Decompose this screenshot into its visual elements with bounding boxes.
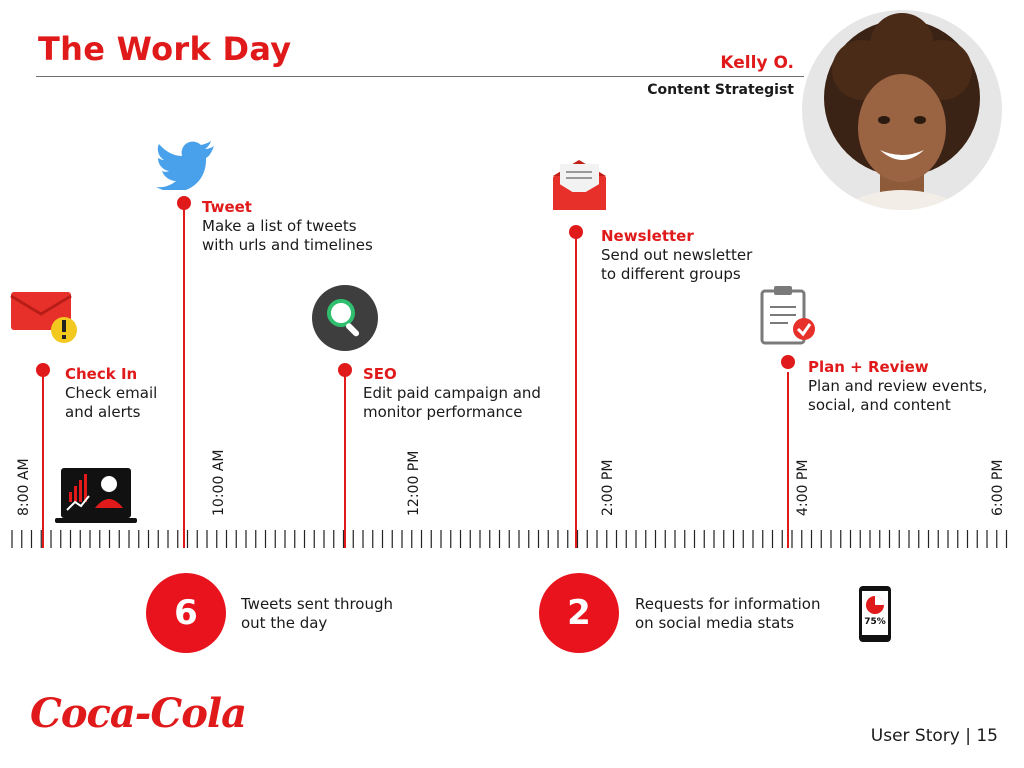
persona-photo (802, 10, 1002, 210)
event-dot-plan-review (781, 355, 795, 369)
persona-name: Kelly O. (720, 53, 794, 73)
stat-requests-count: 2 (539, 573, 619, 653)
event-desc-line2: and alerts (65, 403, 141, 421)
time-label-12pm: 12:00 PM (406, 450, 422, 516)
event-line-newsletter (575, 235, 577, 548)
page-title: The Work Day (38, 30, 292, 68)
event-title: Check In (65, 365, 138, 383)
stat-line2: on social media stats (635, 614, 795, 632)
event-title: Plan + Review (808, 358, 929, 376)
stat-line1: Requests for information (635, 595, 821, 613)
event-tweet (202, 198, 422, 255)
stat-line1: Tweets sent through (241, 595, 394, 613)
time-label-8am: 8:00 AM (16, 458, 32, 516)
event-line-seo (344, 372, 346, 548)
event-seo (363, 365, 583, 422)
footer-page-label: User Story | 15 (870, 726, 998, 746)
stat-tweets-text (241, 595, 441, 633)
event-line-plan-review (787, 372, 789, 548)
mail-alert-icon (10, 290, 80, 350)
event-desc-line2: monitor performance (363, 403, 523, 421)
coca-cola-logo: Coca-Cola (30, 690, 247, 737)
event-title: Newsletter (601, 227, 694, 245)
timeline-ruler (0, 520, 1024, 560)
laptop-analytics-icon (55, 466, 137, 530)
event-dot-newsletter (569, 225, 583, 239)
event-desc-line1: Make a list of tweets (202, 217, 357, 235)
time-label-2pm: 2:00 PM (600, 459, 616, 516)
event-title: SEO (363, 365, 397, 383)
event-plan-review (808, 358, 1018, 415)
envelope-icon (552, 158, 608, 218)
event-line-tweet (183, 206, 185, 548)
stat-requests-text (635, 595, 845, 633)
clipboard-check-icon (758, 285, 818, 351)
phone-stats-icon (858, 585, 892, 643)
event-line-checkin (42, 372, 44, 548)
event-desc-line2: to different groups (601, 265, 741, 283)
event-desc-line1: Plan and review events, (808, 377, 988, 395)
title-divider (36, 76, 804, 77)
event-dot-seo (338, 363, 352, 377)
event-desc-line1: Edit paid campaign and (363, 384, 541, 402)
event-title: Tweet (202, 198, 252, 216)
stat-line2: out the day (241, 614, 328, 632)
search-magnifier-icon (311, 284, 379, 356)
time-label-10am: 10:00 AM (211, 449, 227, 516)
twitter-bird-icon (156, 140, 216, 194)
event-dot-tweet (177, 196, 191, 210)
time-label-6pm: 6:00 PM (990, 459, 1006, 516)
time-label-4pm: 4:00 PM (795, 459, 811, 516)
persona-role: Content Strategist (647, 82, 794, 98)
event-desc-line1: Send out newsletter (601, 246, 753, 264)
event-newsletter (601, 227, 821, 284)
phone-percent-label: 75% (864, 617, 886, 627)
event-dot-checkin (36, 363, 50, 377)
event-desc-line2: with urls and timelines (202, 236, 373, 254)
avatar (802, 10, 1002, 210)
event-desc-line1: Check email (65, 384, 158, 402)
stat-tweets-count: 6 (146, 573, 226, 653)
event-desc-line2: social, and content (808, 396, 951, 414)
